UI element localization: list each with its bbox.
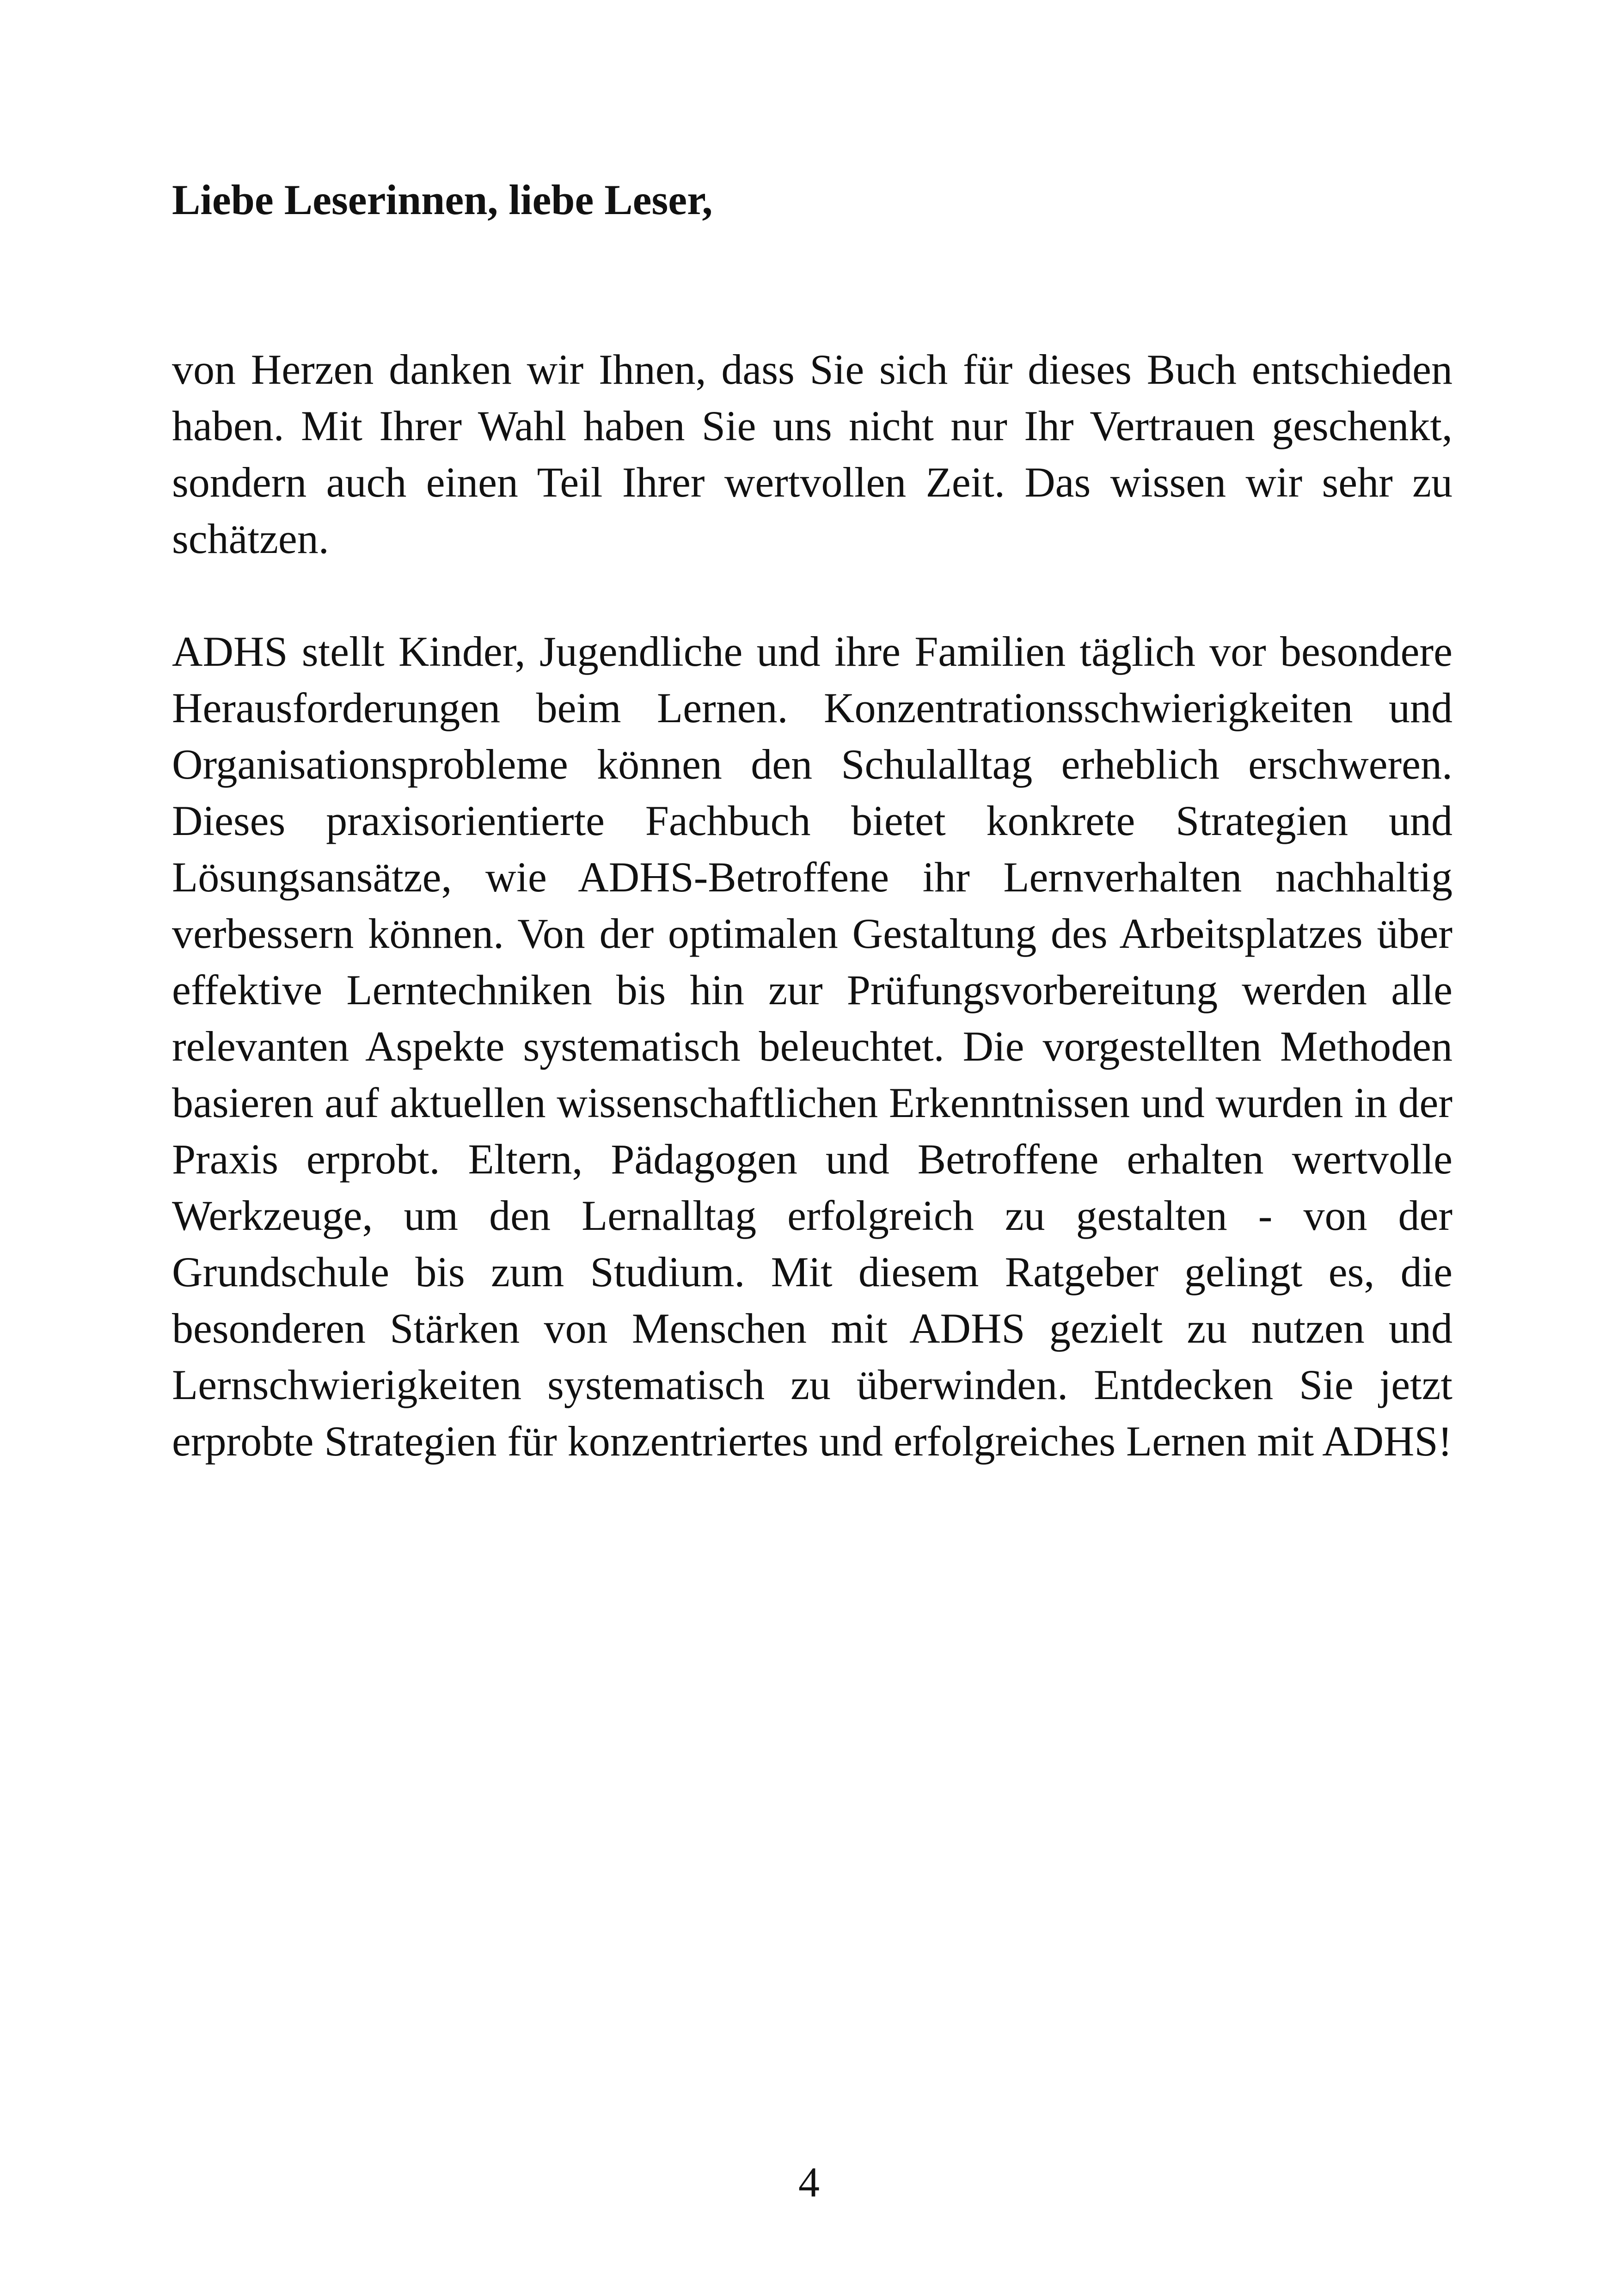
body-text [172,341,1453,1469]
page-number: 4 [798,2159,820,2206]
greeting-heading: Liebe Leserinnen, liebe Leser, [172,176,713,223]
paragraph-thanks: von Herzen danken wir Ihnen, dass Sie sich für dieses Buch entschieden haben. Mit Ihrer Wahl haben Sie uns nicht nur Ihr Vertrauen geschenkt, sondern auch einen Teil Ihrer wertvollen Zeit. Das wissen wir sehr zu schätzen. [172,346,1453,562]
paragraph-book-description: ADHS stellt Kinder, Jugendliche und ihre Familien täglich vor besondere Herausforderungen beim Lernen. Konzentrationsschwierigkeiten und Organisationsprobleme können den Schulalltag erheblich erschweren. Dieses praxisorientierte Fachbuch bietet konkrete Strategien und Lösungsansätze, wie ADHS-Betroffene ihr Lernverhalten nachhaltig verbessern können. Von der optimalen Gestaltung des Arbeitsplatzes über effektive Lerntechniken bis hin zur Prüfungsvorbereitung werden alle relevanten Aspekte systematisch beleuchtet. Die vorgestellten Methoden basieren auf aktuellen wissenschaftlichen Erkenntnissen und wurden in der Praxis erprobt. Eltern, Pädagogen und Betroffene erhalten wertvolle Werkzeuge, um den Lernalltag erfolgreich zu gestalten - von der Grundschule bis zum Studium. Mit diesem Ratgeber gelingt es, die besonderen Stärken von Menschen mit ADHS gezielt zu nutzen und Lernschwierigkeiten systematisch zu überwinden. Entdecken Sie jetzt erprobte Strategien für konzentriertes und erfolgreiches Lernen mit ADHS! [172,628,1453,1465]
